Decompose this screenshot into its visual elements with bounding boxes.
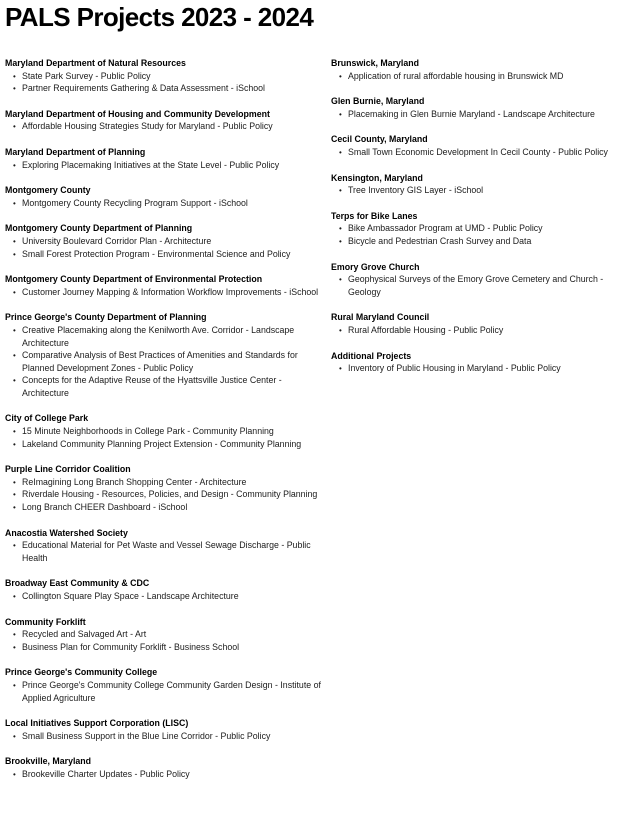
bullet-icon: [13, 70, 16, 84]
project-list: [5, 70, 323, 95]
project-text: Small Town Economic Development In Cecil County - Public Policy: [348, 146, 608, 157]
bullet-icon: [13, 159, 16, 173]
org-section: [5, 273, 323, 298]
bullet-icon: [13, 488, 16, 502]
bullet-icon: [13, 590, 16, 604]
project-item: [5, 641, 323, 654]
project-list: [5, 628, 323, 653]
columns: [5, 57, 620, 794]
project-text: Exploring Placemaking Initiatives at the State Level - Public Policy: [22, 159, 280, 170]
bullet-icon: [13, 768, 16, 782]
org-name: Maryland Department of Natural Resources: [5, 58, 186, 68]
project-item: [331, 70, 618, 83]
bullet-icon: [339, 362, 342, 376]
project-text: Comparative Analysis of Best Practices of Amenities and Standards for Planned Development Zones - Public Policy: [22, 350, 298, 373]
org-section: [331, 261, 618, 299]
project-text: Small Business Support in the Blue Line Corridor - Public Policy: [22, 730, 271, 741]
project-list: [5, 768, 323, 781]
bullet-icon: [339, 235, 342, 249]
project-text: Tree Inventory GIS Layer - iSchool: [348, 185, 484, 196]
org-section: [5, 717, 323, 742]
project-text: Business Plan for Community Forklift - Business School: [22, 641, 240, 652]
org-section: [331, 133, 618, 158]
project-text: Long Branch CHEER Dashboard - iSchool: [22, 502, 188, 513]
org-name: Glen Burnie, Maryland: [331, 96, 425, 107]
org-section: [5, 616, 323, 654]
project-text: Brookeville Charter Updates - Public Policy: [22, 768, 190, 779]
org-name: Maryland Department of Planning: [5, 146, 146, 157]
org-name: Montgomery County Department of Environmental Protection: [5, 274, 263, 285]
org-name: Kensington, Maryland: [331, 172, 423, 183]
bullet-icon: [13, 501, 16, 515]
project-text: Prince George's Community College Community Garden Design - Institute of Applied Agriculture: [22, 679, 321, 703]
project-list: [5, 159, 323, 172]
project-item: [5, 488, 323, 501]
org-section: [5, 463, 323, 513]
project-text: Rural Affordable Housing - Public Policy: [348, 324, 504, 335]
org-name: Emory Grove Church: [331, 261, 420, 272]
project-text: Bicycle and Pedestrian Crash Survey and Data: [348, 235, 532, 246]
project-text: Inventory of Public Housing in Maryland - Public Policy: [348, 363, 561, 374]
bullet-icon: [13, 120, 16, 134]
project-list: [5, 120, 323, 133]
project-item: [5, 501, 323, 514]
project-item: [5, 730, 323, 743]
bullet-icon: [13, 324, 16, 338]
bullet-icon: [13, 730, 16, 744]
project-item: [5, 159, 323, 172]
bullet-icon: [339, 184, 342, 198]
org-name: Purple Line Corridor Coalition: [5, 464, 131, 475]
bullet-icon: [13, 641, 16, 655]
project-text: State Park Survey - Public Policy: [22, 70, 151, 81]
project-list: [331, 184, 618, 197]
project-item: [5, 768, 323, 781]
org-section: [5, 108, 323, 133]
project-item: [5, 349, 323, 374]
project-list: [331, 362, 618, 375]
project-item: [5, 235, 323, 248]
org-section: [5, 755, 323, 780]
project-text: Small Forest Protection Program - Environmental Science and Policy: [22, 248, 291, 259]
project-item: [5, 286, 323, 299]
org-name: Brunswick, Maryland: [331, 58, 419, 68]
project-item: [331, 273, 618, 298]
bullet-icon: [339, 324, 342, 338]
org-section: [5, 146, 323, 171]
project-text: 15 Minute Neighborhoods in College Park - Community Planning: [22, 426, 274, 437]
org-section: [5, 527, 323, 565]
project-list: [5, 324, 323, 400]
org-name: Terps for Bike Lanes: [331, 210, 418, 221]
project-item: [5, 197, 323, 210]
bullet-icon: [13, 82, 16, 96]
org-section: [331, 210, 618, 248]
project-list: [5, 679, 323, 704]
bullet-icon: [13, 197, 16, 211]
project-text: Geophysical Surveys of the Emory Grove Cemetery and Church - Geology: [348, 274, 604, 297]
bullet-icon: [13, 235, 16, 249]
org-section: [331, 172, 618, 197]
project-item: [5, 425, 323, 438]
project-list: [331, 70, 618, 83]
project-text: Concepts for the Adaptive Reuse of the Hyattsville Justice Center - Architecture: [22, 375, 282, 398]
bullet-icon: [13, 476, 16, 490]
org-section: [331, 350, 618, 375]
bullet-icon: [339, 146, 342, 160]
org-name: Anacostia Watershed Society: [5, 527, 128, 538]
project-item: [5, 82, 323, 95]
project-text: Lakeland Community Planning Project Extension - Community Planning: [22, 438, 302, 449]
project-item: [331, 222, 618, 235]
project-item: [5, 628, 323, 641]
project-item: [331, 146, 618, 159]
org-name: Cecil County, Maryland: [331, 134, 428, 145]
bullet-icon: [13, 438, 16, 452]
bullet-icon: [339, 222, 342, 236]
org-section: [5, 412, 323, 450]
project-list: [5, 425, 323, 450]
org-section: [5, 57, 323, 95]
project-text: ReImagining Long Branch Shopping Center - Architecture: [22, 476, 247, 487]
org-name: Maryland Department of Housing and Community Development: [5, 108, 270, 119]
org-section: [5, 311, 323, 399]
project-list: [331, 108, 618, 121]
project-text: Affordable Housing Strategies Study for Maryland - Public Policy: [22, 121, 273, 132]
org-section: [331, 57, 618, 82]
project-item: [331, 324, 618, 337]
bullet-icon: [339, 70, 342, 84]
org-section: [331, 311, 618, 336]
page-title: PALS Projects 2023 - 2024: [5, 2, 314, 32]
project-text: Montgomery County Recycling Program Support - iSchool: [22, 197, 248, 208]
bullet-icon: [339, 108, 342, 122]
project-list: [5, 235, 323, 260]
org-section: [5, 222, 323, 260]
project-text: University Boulevard Corridor Plan - Architecture: [22, 235, 212, 246]
bullet-icon: [13, 425, 16, 439]
project-text: Partner Requirements Gathering & Data Assessment - iSchool: [22, 83, 266, 94]
column-right: [331, 57, 618, 388]
org-section: [5, 666, 323, 704]
org-name: Montgomery County: [5, 185, 91, 196]
project-list: [331, 273, 618, 298]
project-item: [5, 70, 323, 83]
project-item: [331, 235, 618, 248]
org-section: [331, 95, 618, 120]
project-item: [5, 248, 323, 261]
project-item: [5, 324, 323, 349]
column-left: [5, 57, 323, 794]
project-list: [331, 222, 618, 247]
org-name: Prince George's County Department of Planning: [5, 312, 207, 323]
project-item: [5, 438, 323, 451]
project-item: [5, 120, 323, 133]
org-section: [5, 577, 323, 602]
org-name: Rural Maryland Council: [331, 312, 430, 323]
project-item: [5, 476, 323, 489]
project-text: Collington Square Play Space - Landscape Architecture: [22, 591, 239, 601]
project-text: Application of rural affordable housing in Brunswick MD: [348, 70, 564, 81]
project-list: [5, 476, 323, 514]
project-list: [5, 730, 323, 743]
project-list: [5, 197, 323, 210]
project-text: Educational Material for Pet Waste and Vessel Sewage Discharge - Public Health: [22, 540, 311, 563]
project-text: Customer Journey Mapping & Information Workflow Improvements - iSchool: [22, 286, 319, 297]
project-list: [331, 146, 618, 159]
bullet-icon: [13, 628, 16, 642]
project-item: [5, 374, 323, 399]
bullet-icon: [13, 374, 16, 388]
project-item: [331, 184, 618, 197]
project-item: [5, 539, 323, 564]
org-name: Additional Projects: [331, 350, 412, 361]
org-name: Brookville, Maryland: [5, 756, 92, 767]
project-item: [331, 362, 618, 375]
project-text: Placemaking in Glen Burnie Maryland - Landscape Architecture: [348, 108, 595, 119]
project-list: [5, 590, 323, 603]
bullet-icon: [13, 248, 16, 262]
project-list: [5, 286, 323, 299]
org-name: Prince George's Community College: [5, 667, 158, 678]
bullet-icon: [13, 679, 16, 693]
org-name: Community Forklift: [5, 616, 86, 627]
project-text: Riverdale Housing - Resources, Policies, and Design - Community Planning: [22, 489, 318, 500]
project-item: [5, 679, 323, 704]
bullet-icon: [13, 349, 16, 363]
project-text: Recycled and Salvaged Art - Art: [22, 629, 147, 640]
org-section: [5, 184, 323, 209]
bullet-icon: [13, 286, 16, 300]
project-text: Creative Placemaking along the Kenilworth Ave. Corridor - Landscape Architecture: [22, 324, 295, 348]
project-item: [5, 590, 323, 603]
project-text: Bike Ambassador Program at UMD - Public Policy: [348, 223, 543, 234]
org-name: Montgomery County Department of Planning: [5, 223, 193, 234]
project-list: [331, 324, 618, 337]
bullet-icon: [339, 273, 342, 287]
org-name: Broadway East Community & CDC: [5, 578, 150, 589]
org-name: Local Initiatives Support Corporation (LISC): [5, 718, 189, 729]
project-list: [5, 539, 323, 564]
org-name: City of College Park: [5, 413, 89, 424]
bullet-icon: [13, 539, 16, 553]
project-item: [331, 108, 618, 121]
